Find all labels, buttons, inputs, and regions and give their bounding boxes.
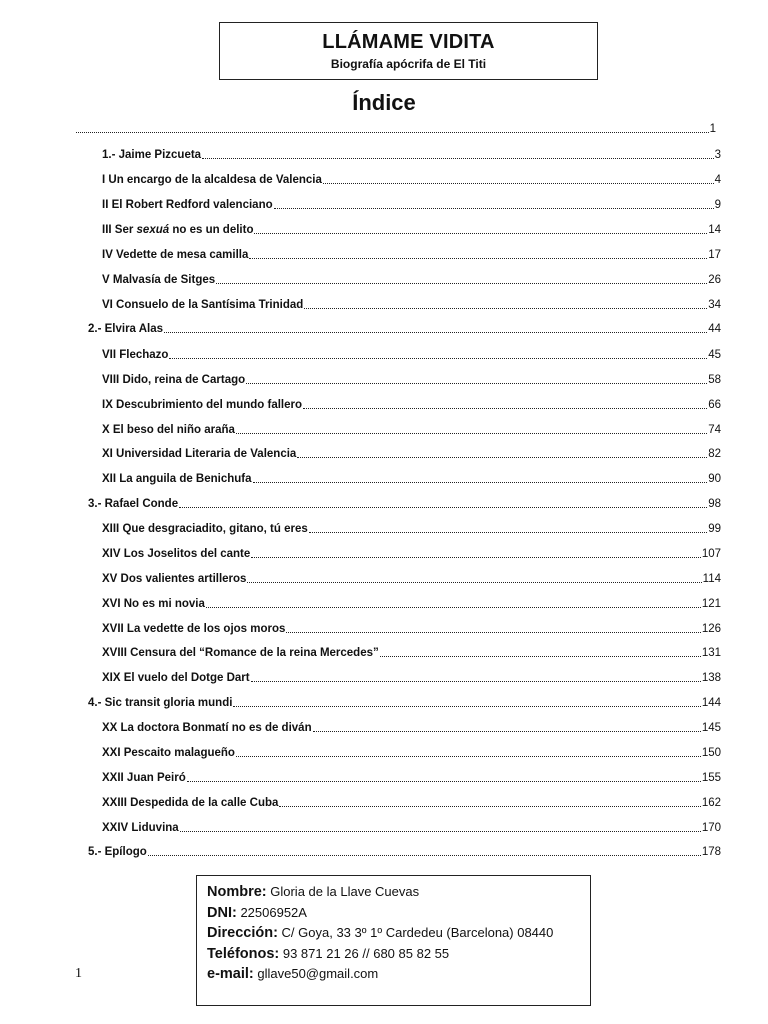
toc-leader-dots: [309, 521, 707, 533]
toc-entry-page: 155: [701, 772, 721, 784]
toc-entry-label: 2.- Elvira Alas: [88, 323, 164, 335]
toc-entry-label: XXIV Liduvina: [102, 822, 179, 834]
toc-entry-label: XX La doctora Bonmatí no es de diván: [102, 722, 312, 734]
contact-name-value: Gloria de la Llave Cuevas: [270, 884, 420, 899]
toc-leader-dots: [216, 272, 707, 284]
toc-entry-label: 5.- Epílogo: [88, 846, 147, 858]
toc-leader-dots: [274, 197, 714, 209]
toc-leader-dots: [251, 670, 701, 682]
toc-entry[interactable]: [102, 172, 721, 188]
toc-entry[interactable]: [102, 621, 721, 637]
toc-leader-dots: [246, 372, 707, 384]
contact-phone-line: [207, 944, 580, 965]
toc-entry-page: 66: [708, 399, 721, 411]
contact-box: [196, 875, 591, 1006]
toc-leader-dots: [206, 596, 701, 608]
toc-entry-page: 17: [708, 249, 721, 261]
contact-email-label: e-mail:: [207, 966, 254, 982]
contact-dni-line: [207, 903, 580, 924]
toc-entry-page: 170: [701, 822, 721, 834]
toc-leader-dots: [313, 720, 701, 732]
toc-leader-dots: [76, 121, 709, 133]
toc-entry-label: XVII La vedette de los ojos moros: [102, 623, 286, 635]
toc-entry-label: XV Dos valientes artilleros: [102, 573, 247, 585]
toc-leader-dots: [247, 571, 701, 583]
toc-entry[interactable]: [102, 645, 721, 661]
toc-entry[interactable]: [102, 147, 721, 163]
toc-entry[interactable]: [75, 121, 716, 137]
contact-phone-value: 93 871 21 26 // 680 85 82 55: [282, 945, 450, 961]
toc-leader-dots: [180, 820, 701, 832]
toc-entry-label: V Malvasía de Sitges: [102, 274, 216, 286]
toc-entry-page: 90: [708, 473, 721, 485]
toc-entry-label: XXI Pescaito malagueño: [102, 747, 235, 759]
toc-entry-label: XXIII Despedida de la calle Cuba: [102, 797, 279, 809]
toc-entry[interactable]: [102, 272, 721, 288]
toc-entry[interactable]: [102, 471, 721, 487]
toc-entry-label: XIV Los Joselitos del cante: [102, 548, 251, 560]
contact-phone-label: Teléfonos:: [207, 945, 280, 962]
toc-leader-dots: [233, 695, 700, 707]
toc-entry-page: 107: [701, 548, 721, 560]
contact-address-line: [207, 923, 580, 944]
toc-entry-label: XVIII Censura del “Romance de la reina Mercedes”: [102, 647, 379, 659]
toc-leader-dots: [253, 471, 708, 483]
contact-email-line: [207, 964, 580, 985]
toc-entry-page: 14: [708, 224, 721, 236]
toc-entry-label: I Un encargo de la alcaldesa de Valencia: [102, 174, 322, 186]
toc-entry-label: XII La anguila de Benichufa: [102, 473, 252, 485]
toc-entry[interactable]: [102, 670, 721, 686]
toc-entry-label: X El beso del niño araña: [102, 424, 235, 436]
toc-entry-page: 26: [708, 274, 721, 286]
toc-entry[interactable]: [102, 197, 721, 213]
toc-entry[interactable]: [88, 695, 721, 711]
toc-leader-dots: [251, 546, 701, 558]
toc-entry-label: IX Descubrimiento del mundo fallero: [102, 399, 303, 411]
toc-entry-label: VIII Dido, reina de Cartago: [102, 374, 246, 386]
toc-entry-page: 44: [708, 323, 721, 335]
toc-entry[interactable]: [88, 496, 721, 512]
toc-entry[interactable]: [102, 571, 721, 587]
toc-leader-dots: [254, 222, 707, 234]
toc-entry-label: XIII Que desgraciadito, gitano, tú eres: [102, 523, 308, 535]
toc-entry-page: 58: [708, 374, 721, 386]
toc-entry-page: 82: [708, 448, 721, 460]
toc-entry-label: XI Universidad Literaria de Valencia: [102, 448, 297, 460]
toc-entry[interactable]: [102, 820, 721, 836]
toc-entry[interactable]: [102, 347, 721, 363]
contact-address-label: Dirección:: [207, 925, 278, 941]
toc-leader-dots: [179, 496, 707, 508]
contact-name-label: Nombre:: [207, 884, 267, 900]
toc-entry-page: 74: [708, 424, 721, 436]
toc-entry-label: VI Consuelo de la Santísima Trinidad: [102, 299, 304, 311]
contact-dni-value: 22506952A: [240, 904, 307, 920]
toc-entry-label: VII Flechazo: [102, 349, 169, 361]
toc-entry[interactable]: [102, 720, 721, 736]
title-box: [219, 22, 598, 80]
toc-entry-page: 34: [708, 299, 721, 311]
contact-dni-label: DNI:: [207, 904, 237, 921]
toc-entry-page: 4: [714, 174, 721, 186]
toc-entry-label: XXII Juan Peiró: [102, 772, 186, 784]
toc-entry-page: 9: [714, 199, 721, 211]
toc-entry-page: 114: [702, 573, 721, 585]
toc-entry-page: 45: [708, 349, 721, 361]
toc-leader-dots: [323, 172, 714, 184]
contact-name-line: [207, 882, 580, 903]
toc-entry-page: 178: [701, 846, 721, 858]
toc-entry[interactable]: [102, 422, 721, 438]
toc-entry-label: XIX El vuelo del Dotge Dart: [102, 672, 250, 684]
toc-entry-page: 131: [701, 647, 721, 659]
contact-email-value[interactable]: gllave50@gmail.com: [257, 966, 379, 981]
toc-entry-label: IV Vedette de mesa camilla: [102, 249, 249, 261]
toc-entry-page: 99: [708, 523, 721, 535]
toc-entry[interactable]: [102, 596, 721, 612]
toc-entry[interactable]: [88, 844, 721, 860]
toc-leader-dots: [164, 321, 707, 333]
toc-entry[interactable]: [102, 446, 721, 462]
toc-leader-dots: [297, 446, 707, 458]
index-heading: Índice: [352, 90, 416, 115]
toc-entry[interactable]: [102, 247, 721, 263]
page-number: 1: [75, 966, 82, 981]
toc-entry-page: 3: [714, 149, 721, 161]
toc-entry-page: 162: [701, 797, 721, 809]
book-subtitle: Biografía apócrifa de El Titi: [330, 57, 487, 71]
toc-leader-dots: [380, 645, 701, 657]
toc-entry-label: II El Robert Redford valenciano: [102, 199, 273, 211]
toc-entry[interactable]: [102, 297, 721, 313]
toc-entry[interactable]: [102, 372, 721, 388]
toc-leader-dots: [279, 795, 700, 807]
toc-entry-page: 98: [708, 498, 721, 510]
toc-leader-dots: [286, 621, 700, 633]
toc-entry-label: XVI No es mi novia: [102, 598, 205, 610]
toc-leader-dots: [236, 422, 707, 434]
toc-entry-label: 4.- Sic transit gloria mundi: [88, 697, 233, 709]
toc-entry[interactable]: [102, 222, 721, 238]
toc-entry-page: 145: [701, 722, 721, 734]
toc-leader-dots: [304, 297, 707, 309]
toc-entry-label: 3.- Rafael Conde: [88, 498, 179, 510]
toc-leader-dots: [249, 247, 707, 259]
toc-entry[interactable]: [102, 546, 721, 562]
toc-leader-dots: [202, 147, 714, 159]
toc-leader-dots: [236, 745, 701, 757]
toc-entry-page: 138: [701, 672, 721, 684]
toc-entry-page: 121: [701, 598, 721, 610]
toc-entry[interactable]: [102, 770, 721, 786]
contact-address-value: C/ Goya, 33 3º 1º Cardedeu (Barcelona) 08440: [281, 925, 554, 940]
toc-entry-emphasis: sexuá: [136, 224, 170, 236]
toc-entry[interactable]: [102, 521, 721, 537]
toc-leader-dots: [187, 770, 701, 782]
toc-entry[interactable]: [88, 321, 721, 337]
toc-entry-label: III Ser sexuá no es un delito: [102, 224, 254, 236]
toc-entry-page: 1: [709, 123, 716, 135]
toc-entry-page: 144: [701, 697, 721, 709]
toc-entry[interactable]: [102, 397, 721, 413]
toc-entry[interactable]: [102, 745, 721, 761]
toc-entry-label: 1.- Jaime Pizcueta: [102, 149, 202, 161]
toc-leader-dots: [303, 397, 707, 409]
toc-entry[interactable]: [102, 795, 721, 811]
toc-leader-dots: [169, 347, 707, 359]
toc-entry-page: 150: [701, 747, 721, 759]
toc-leader-dots: [148, 844, 701, 856]
toc-entry-page: 126: [701, 623, 721, 635]
book-title: LLÁMAME VIDITA: [322, 31, 495, 53]
